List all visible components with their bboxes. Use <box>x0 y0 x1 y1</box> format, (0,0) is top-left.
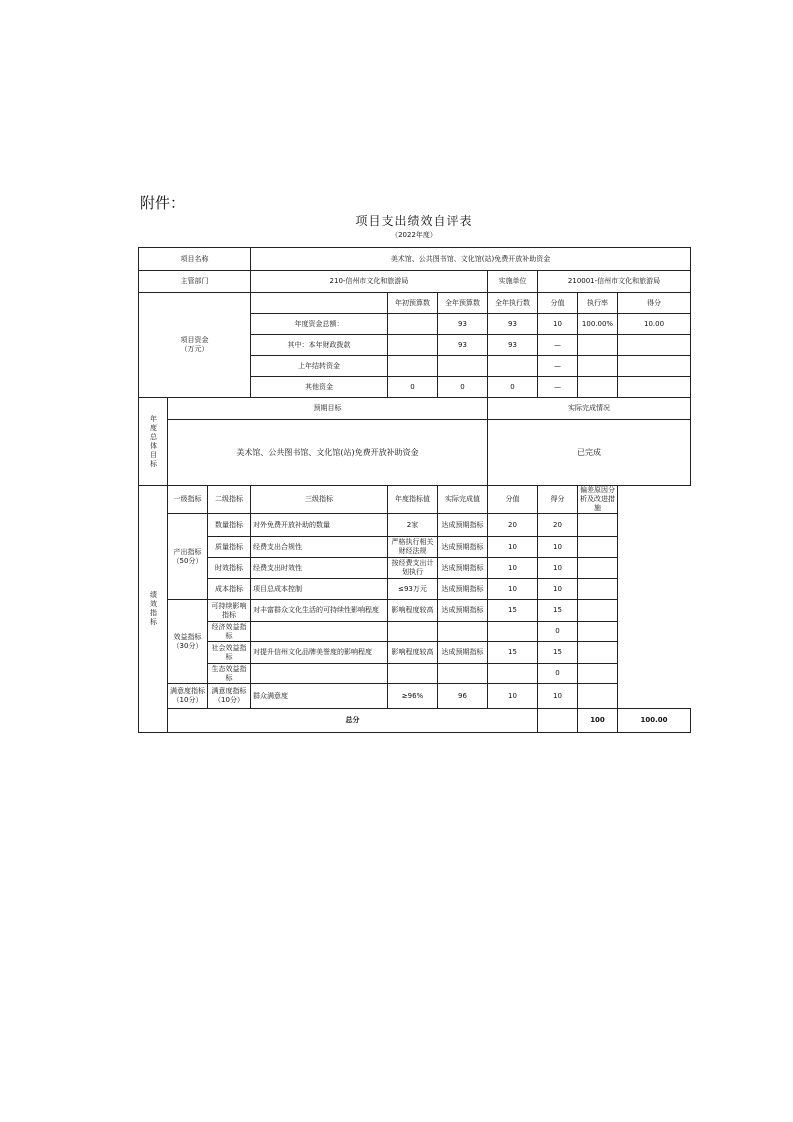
year-label: （2022年度） <box>391 231 437 239</box>
table-row <box>139 537 691 558</box>
expected-goal-text: 美术馆、公共图书馆、文化馆(站)免费开放补助资金 <box>168 420 488 486</box>
funds-row-full: 93 <box>438 335 488 356</box>
reason-cell <box>578 642 618 664</box>
total-label: 总分 <box>168 709 538 733</box>
got-cell: 20 <box>538 514 578 537</box>
target-cell: 2家 <box>388 514 438 537</box>
funds-row-got <box>618 356 691 377</box>
funds-row-score: — <box>538 377 578 398</box>
got-cell: 10 <box>538 537 578 558</box>
funds-row-score: — <box>538 335 578 356</box>
funds-col-initial: 年初预算数 <box>388 293 438 314</box>
funds-row-exec: 93 <box>488 335 538 356</box>
funds-row-score: 10 <box>538 314 578 335</box>
level2-cell: 经济效益指标 <box>208 622 251 642</box>
actual-cell: 达成预期指标 <box>438 537 488 558</box>
project-name-value: 美术馆、公共图书馆、文化馆(站)免费开放补助资金 <box>251 248 691 271</box>
actual-cell: 达成预期指标 <box>438 579 488 600</box>
funds-row-name: 其他资金 <box>251 377 388 398</box>
level2-cell: 成本指标 <box>208 579 251 600</box>
actual-cell: 达成预期指标 <box>438 514 488 537</box>
got-cell: 0 <box>538 622 578 642</box>
level3-cell <box>251 622 388 642</box>
target-cell <box>388 664 438 684</box>
actual-cell <box>438 664 488 684</box>
score-cell: 15 <box>488 600 538 622</box>
project-name-label: 项目名称 <box>139 248 251 271</box>
funds-row-initial <box>388 335 438 356</box>
funds-row-rate <box>578 335 618 356</box>
funds-row-full: 93 <box>438 314 488 335</box>
target-cell: 影响程度较高 <box>388 642 438 664</box>
level3-cell: 经费支出合规性 <box>251 537 388 558</box>
level3-cell: 项目总成本控制 <box>251 579 388 600</box>
table-row <box>139 642 691 664</box>
col-level1: 一级指标 <box>168 486 208 514</box>
actual-cell <box>438 622 488 642</box>
table-row <box>139 600 691 622</box>
expected-goal-header: 预期目标 <box>168 398 488 420</box>
col-score: 分值 <box>488 486 538 514</box>
reason-cell <box>578 579 618 600</box>
table-row <box>139 684 691 709</box>
target-cell <box>388 622 438 642</box>
funds-row-full: 0 <box>438 377 488 398</box>
table-row <box>139 622 691 642</box>
level2-cell: 可持续影响指标 <box>208 600 251 622</box>
funds-row-rate: 100.00% <box>578 314 618 335</box>
score-cell: 10 <box>488 558 538 579</box>
funds-row-initial <box>388 356 438 377</box>
funds-row-got: 10.00 <box>618 314 691 335</box>
reason-cell <box>578 622 618 642</box>
score-cell: 20 <box>488 514 538 537</box>
funds-col-exec: 全年执行数 <box>488 293 538 314</box>
target-cell: 严格执行相关财经法规 <box>388 537 438 558</box>
funds-row-rate <box>578 377 618 398</box>
score-cell: 10 <box>488 579 538 600</box>
score-cell <box>488 622 538 642</box>
score-cell: 10 <box>488 684 538 709</box>
funds-row-exec <box>488 356 538 377</box>
level3-cell: 对提升信州文化品牌美誉度的影响程度 <box>251 642 388 664</box>
level1-benefit: 效益指标 （30分） <box>168 600 208 684</box>
funds-row-rate <box>578 356 618 377</box>
unit-label: 实施单位 <box>488 271 538 293</box>
level1-output: 产出指标 （50分） <box>168 514 208 600</box>
overall-goal-label: 年度总体目标 <box>139 398 168 486</box>
actual-status-text: 已完成 <box>488 420 691 486</box>
score-cell: 10 <box>488 537 538 558</box>
score-cell <box>488 664 538 684</box>
total-score: 100 <box>578 709 618 733</box>
dept-value: 210-信州市文化和旅游局 <box>251 271 488 293</box>
level3-cell: 对丰富群众文化生活的可持续性影响程度 <box>251 600 388 622</box>
level3-cell: 对外免费开放补助的数量 <box>251 514 388 537</box>
reason-cell <box>578 684 618 709</box>
funds-row-full <box>438 356 488 377</box>
funds-col-got: 得分 <box>618 293 691 314</box>
got-cell: 10 <box>538 558 578 579</box>
level2-cell: 社会效益指标 <box>208 642 251 664</box>
col-level2: 二级指标 <box>208 486 251 514</box>
level3-cell <box>251 664 388 684</box>
funds-col-full: 全年预算数 <box>438 293 488 314</box>
level2-cell: 质量指标 <box>208 537 251 558</box>
reason-cell <box>578 664 618 684</box>
dept-label: 主管部门 <box>139 271 251 293</box>
attachment-label: 附件： <box>140 194 186 212</box>
funds-row-name: 其中：本年财政拨款 <box>251 335 388 356</box>
level2-cell: 时效指标 <box>208 558 251 579</box>
funds-row-name: 上年结转资金 <box>251 356 388 377</box>
table-row <box>139 558 691 579</box>
funds-row-got <box>618 335 691 356</box>
level2-cell: 满意度指标（10分） <box>208 684 251 709</box>
reason-cell <box>578 537 618 558</box>
target-cell: ≥96% <box>388 684 438 709</box>
unit-value: 210001-信州市文化和旅游局 <box>538 271 691 293</box>
total-empty <box>538 709 578 733</box>
funds-row-initial <box>388 314 438 335</box>
level1-satisfaction: 满意度指标（10分） <box>168 684 208 709</box>
performance-table <box>138 247 691 733</box>
got-cell: 10 <box>538 684 578 709</box>
table-row <box>139 514 691 537</box>
level3-cell: 经费支出时效性 <box>251 558 388 579</box>
total-got: 100.00 <box>618 709 691 733</box>
got-cell: 15 <box>538 642 578 664</box>
level2-cell: 数量指标 <box>208 514 251 537</box>
funds-row-initial: 0 <box>388 377 438 398</box>
funds-label: 项目资金 （万元） <box>139 293 251 398</box>
col-level3: 三级指标 <box>251 486 388 514</box>
target-cell: 按经费支出计划执行 <box>388 558 438 579</box>
actual-status-header: 实际完成情况 <box>488 398 691 420</box>
level2-cell: 生态效益指标 <box>208 664 251 684</box>
actual-cell: 达成预期指标 <box>438 558 488 579</box>
funds-row-name: 年度资金总额： <box>251 314 388 335</box>
col-reason: 偏差原因分析及改进措施 <box>578 486 618 514</box>
target-cell: ≤93万元 <box>388 579 438 600</box>
funds-row-score: — <box>538 356 578 377</box>
score-cell: 15 <box>488 642 538 664</box>
actual-cell: 96 <box>438 684 488 709</box>
funds-row-exec: 93 <box>488 314 538 335</box>
actual-cell: 达成预期指标 <box>438 642 488 664</box>
col-got: 得分 <box>538 486 578 514</box>
page-title: 项目支出绩效自评表 <box>355 214 473 228</box>
actual-cell: 达成预期指标 <box>438 600 488 622</box>
funds-row-got <box>618 377 691 398</box>
indicators-label: 绩效指标 <box>139 486 168 733</box>
target-cell: 影响程度较高 <box>388 600 438 622</box>
funds-col-name <box>251 293 388 314</box>
got-cell: 15 <box>538 600 578 622</box>
col-target: 年度指标值 <box>388 486 438 514</box>
got-cell: 0 <box>538 664 578 684</box>
col-actual: 实际完成值 <box>438 486 488 514</box>
level3-cell: 群众满意度 <box>251 684 388 709</box>
funds-col-rate: 执行率 <box>578 293 618 314</box>
funds-col-score: 分值 <box>538 293 578 314</box>
table-row <box>139 664 691 684</box>
funds-row-exec: 0 <box>488 377 538 398</box>
reason-cell <box>578 558 618 579</box>
got-cell: 10 <box>538 579 578 600</box>
reason-cell <box>578 514 618 537</box>
table-row <box>139 579 691 600</box>
reason-cell <box>578 600 618 622</box>
